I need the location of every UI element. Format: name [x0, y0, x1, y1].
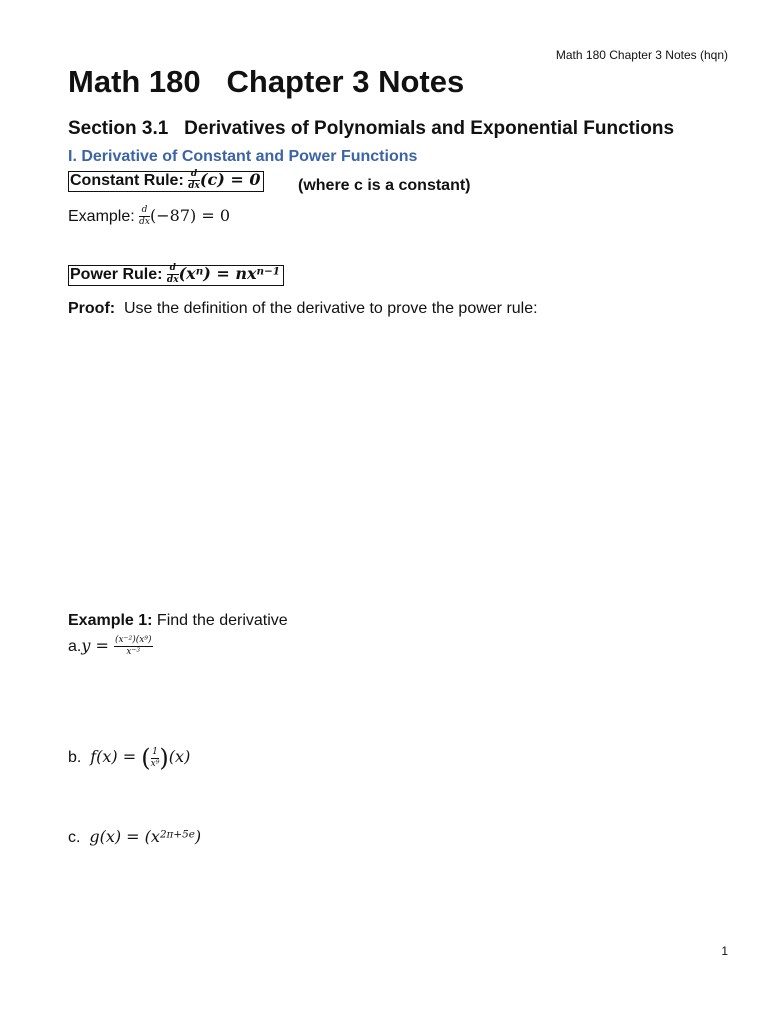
part-b-fraction: $\frac{1}{x^9}$ [150, 746, 160, 769]
header-note: Math 180 Chapter 3 Notes (hqn) [555, 48, 728, 62]
section-title: Section 3.1 Derivatives of Polynomials and Exponential Functions [68, 118, 675, 139]
proof-line [68, 300, 538, 318]
constant-rule-box [68, 171, 264, 192]
example-1-text: Find the derivative [152, 612, 288, 629]
power-rule-box: Power Rule: $\frac{d}{dx}$ $(x^n) = nx^{n-1}$ [68, 265, 284, 286]
example-1-part-b: b. f(x) = ( $\frac{1}{x^9}$ )(x) [68, 744, 191, 772]
constant-example [68, 206, 230, 227]
constant-rule [68, 170, 264, 191]
constant-rule-note: (where c is a constant) [298, 177, 471, 194]
constant-example-expression: (−87) = 0 [149, 206, 230, 225]
example-1-part-a: a.y = $\frac{(x^{-2})(x^9)}{x^{-3}}$ [68, 635, 152, 658]
constant-rule-expression: (c) = 0 [199, 170, 261, 189]
constant-rule-label: Constant Rule: [70, 172, 189, 189]
example-1-part-c: c. $g(x) = (x^{2\pi+5e})$ [68, 827, 202, 846]
constant-rule-fraction: $\frac{d}{dx}$ [188, 169, 200, 192]
subsection-title: I. Derivative of Constant and Power Functions [68, 148, 418, 165]
constant-example-fraction: $\frac{d}{dx}$ [139, 205, 150, 228]
constant-example-label: Example: [68, 208, 140, 225]
proof-label: Proof: [68, 300, 116, 317]
page-number: 1 [721, 944, 728, 958]
example-1-title [68, 612, 288, 630]
proof-text: Use the definition of the derivative to prove the power rule: [115, 300, 538, 317]
example-1-label: Example 1: [68, 612, 153, 629]
power-rule-label: Power Rule: [70, 266, 167, 283]
part-a-fraction: $\frac{(x^{-2})(x^9)}{x^{-3}}$ [114, 635, 152, 658]
power-rule-fraction: $\frac{d}{dx}$ [166, 263, 179, 286]
power-rule [68, 264, 284, 285]
page-title: Math 180 Chapter 3 Notes [68, 64, 465, 99]
